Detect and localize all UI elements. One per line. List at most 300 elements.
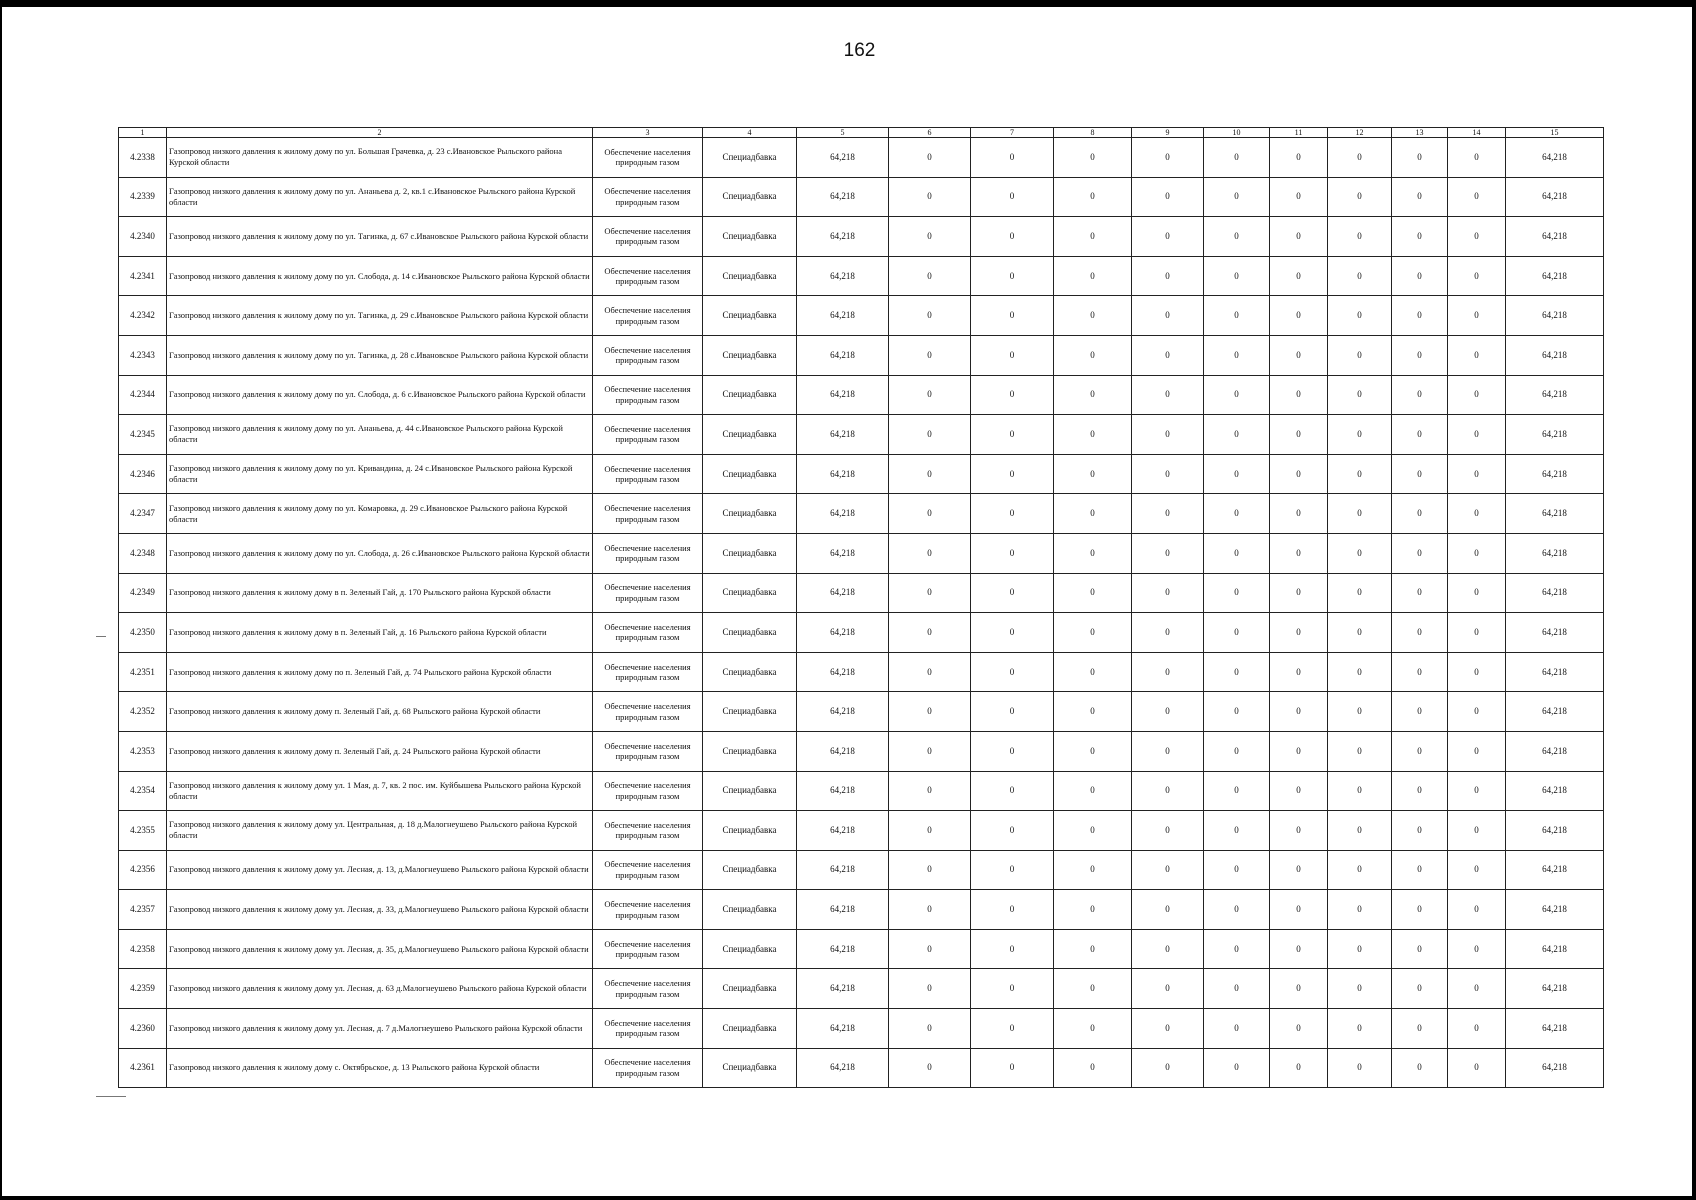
object-description: Газопровод низкого давления к жилому дому ул. Лесная, д. 63 д.Малогнеушево Рыльского района Курской области bbox=[167, 969, 593, 1009]
object-description: Газопровод низкого давления к жилому дому ул. Лесная, д. 35, д.Малогнеушево Рыльского района Курской области bbox=[167, 929, 593, 969]
value-cell: 64,218 bbox=[797, 256, 889, 296]
total-cell: 64,218 bbox=[1506, 731, 1604, 771]
row-id: 4.2347 bbox=[119, 494, 167, 534]
value-cell: 64,218 bbox=[797, 138, 889, 178]
value-cell: 0 bbox=[1054, 1048, 1132, 1088]
object-description: Газопровод низкого давления к жилому дому по ул. Комаровка, д. 29 с.Ивановское Рыльского района Курской области bbox=[167, 494, 593, 534]
value-cell: 0 bbox=[1132, 811, 1204, 851]
total-cell: 64,218 bbox=[1506, 850, 1604, 890]
document-page bbox=[2, 4, 1692, 1196]
data-table bbox=[118, 127, 1604, 1088]
value-cell: 0 bbox=[1392, 850, 1448, 890]
value-cell: 0 bbox=[1270, 811, 1328, 851]
row-id: 4.2356 bbox=[119, 850, 167, 890]
funding-source-cell: Специадбавка bbox=[703, 652, 797, 692]
value-cell: 0 bbox=[1204, 850, 1270, 890]
value-cell: 0 bbox=[1392, 335, 1448, 375]
value-cell: 0 bbox=[971, 811, 1054, 851]
purpose-cell: Обеспечение населения природным газом bbox=[593, 692, 703, 732]
row-id: 4.2352 bbox=[119, 692, 167, 732]
value-cell: 0 bbox=[1270, 850, 1328, 890]
object-description: Газопровод низкого давления к жилому дому в п. Зеленый Гай, д. 170 Рыльского района Курской области bbox=[167, 573, 593, 613]
table-row bbox=[119, 415, 1604, 455]
value-cell: 0 bbox=[1204, 652, 1270, 692]
value-cell: 64,218 bbox=[797, 494, 889, 534]
value-cell: 0 bbox=[1270, 533, 1328, 573]
purpose-cell: Обеспечение населения природным газом bbox=[593, 454, 703, 494]
value-cell: 0 bbox=[1204, 1048, 1270, 1088]
row-id: 4.2348 bbox=[119, 533, 167, 573]
object-description: Газопровод низкого давления к жилому дому по ул. Тагинка, д. 28 с.Ивановское Рыльского района Курской области bbox=[167, 335, 593, 375]
value-cell: 0 bbox=[1328, 573, 1392, 613]
row-id: 4.2354 bbox=[119, 771, 167, 811]
value-cell: 0 bbox=[1392, 652, 1448, 692]
row-id: 4.2343 bbox=[119, 335, 167, 375]
column-header: 4 bbox=[703, 128, 797, 138]
funding-source-cell: Специадбавка bbox=[703, 890, 797, 930]
value-cell: 0 bbox=[1448, 573, 1506, 613]
value-cell: 0 bbox=[1132, 652, 1204, 692]
table-row bbox=[119, 811, 1604, 851]
value-cell: 0 bbox=[1054, 1009, 1132, 1049]
value-cell: 0 bbox=[1448, 415, 1506, 455]
value-cell: 0 bbox=[1392, 731, 1448, 771]
value-cell: 0 bbox=[1132, 731, 1204, 771]
value-cell: 0 bbox=[1054, 454, 1132, 494]
value-cell: 64,218 bbox=[797, 296, 889, 336]
value-cell: 64,218 bbox=[797, 177, 889, 217]
value-cell: 0 bbox=[1392, 613, 1448, 653]
value-cell: 0 bbox=[889, 533, 971, 573]
value-cell: 0 bbox=[1392, 692, 1448, 732]
object-description: Газопровод низкого давления к жилому дому ул. Лесная, д. 13, д.Малогнеушево Рыльского района Курской области bbox=[167, 850, 593, 890]
column-header: 6 bbox=[889, 128, 971, 138]
value-cell: 0 bbox=[889, 138, 971, 178]
value-cell: 0 bbox=[1132, 692, 1204, 732]
purpose-cell: Обеспечение населения природным газом bbox=[593, 969, 703, 1009]
value-cell: 0 bbox=[1392, 1009, 1448, 1049]
value-cell: 0 bbox=[1392, 177, 1448, 217]
value-cell: 0 bbox=[1448, 1048, 1506, 1088]
funding-source-cell: Специадбавка bbox=[703, 335, 797, 375]
value-cell: 0 bbox=[1054, 850, 1132, 890]
value-cell: 0 bbox=[1132, 1009, 1204, 1049]
value-cell: 0 bbox=[971, 969, 1054, 1009]
value-cell: 64,218 bbox=[797, 850, 889, 890]
value-cell: 0 bbox=[889, 850, 971, 890]
value-cell: 0 bbox=[971, 454, 1054, 494]
row-id: 4.2338 bbox=[119, 138, 167, 178]
total-cell: 64,218 bbox=[1506, 573, 1604, 613]
value-cell: 0 bbox=[971, 256, 1054, 296]
table-row bbox=[119, 454, 1604, 494]
value-cell: 0 bbox=[1328, 811, 1392, 851]
funding-source-cell: Специадбавка bbox=[703, 217, 797, 257]
value-cell: 0 bbox=[1132, 256, 1204, 296]
purpose-cell: Обеспечение населения природным газом bbox=[593, 335, 703, 375]
total-cell: 64,218 bbox=[1506, 138, 1604, 178]
value-cell: 0 bbox=[1448, 731, 1506, 771]
value-cell: 0 bbox=[1392, 256, 1448, 296]
value-cell: 0 bbox=[1270, 138, 1328, 178]
table-row bbox=[119, 969, 1604, 1009]
value-cell: 0 bbox=[1054, 415, 1132, 455]
table-row bbox=[119, 929, 1604, 969]
value-cell: 0 bbox=[1328, 929, 1392, 969]
table-row bbox=[119, 296, 1604, 336]
value-cell: 0 bbox=[1270, 573, 1328, 613]
margin-mark bbox=[96, 636, 106, 637]
value-cell: 64,218 bbox=[797, 731, 889, 771]
column-header: 10 bbox=[1204, 128, 1270, 138]
value-cell: 0 bbox=[971, 217, 1054, 257]
value-cell: 0 bbox=[1270, 1009, 1328, 1049]
funding-source-cell: Специадбавка bbox=[703, 177, 797, 217]
value-cell: 0 bbox=[1054, 613, 1132, 653]
value-cell: 0 bbox=[1448, 217, 1506, 257]
object-description: Газопровод низкого давления к жилому дому по ул. Тагинка, д. 29 с.Ивановское Рыльского района Курской области bbox=[167, 296, 593, 336]
value-cell: 0 bbox=[1054, 929, 1132, 969]
column-header: 7 bbox=[971, 128, 1054, 138]
value-cell: 0 bbox=[1328, 652, 1392, 692]
value-cell: 0 bbox=[1054, 969, 1132, 1009]
total-cell: 64,218 bbox=[1506, 652, 1604, 692]
value-cell: 0 bbox=[1392, 929, 1448, 969]
value-cell: 0 bbox=[1448, 969, 1506, 1009]
value-cell: 0 bbox=[889, 811, 971, 851]
table-row bbox=[119, 533, 1604, 573]
value-cell: 0 bbox=[1270, 969, 1328, 1009]
value-cell: 64,218 bbox=[797, 613, 889, 653]
object-description: Газопровод низкого давления к жилому дому по ул. Тагинка, д. 67 с.Ивановское Рыльского района Курской области bbox=[167, 217, 593, 257]
value-cell: 0 bbox=[1392, 138, 1448, 178]
value-cell: 0 bbox=[1132, 969, 1204, 1009]
value-cell: 0 bbox=[1270, 613, 1328, 653]
purpose-cell: Обеспечение населения природным газом bbox=[593, 929, 703, 969]
value-cell: 0 bbox=[1054, 890, 1132, 930]
value-cell: 0 bbox=[1270, 731, 1328, 771]
table-row bbox=[119, 335, 1604, 375]
row-id: 4.2339 bbox=[119, 177, 167, 217]
total-cell: 64,218 bbox=[1506, 296, 1604, 336]
funding-source-cell: Специадбавка bbox=[703, 1009, 797, 1049]
value-cell: 0 bbox=[1328, 890, 1392, 930]
purpose-cell: Обеспечение населения природным газом bbox=[593, 613, 703, 653]
value-cell: 0 bbox=[1328, 138, 1392, 178]
purpose-cell: Обеспечение населения природным газом bbox=[593, 811, 703, 851]
column-header: 9 bbox=[1132, 128, 1204, 138]
value-cell: 0 bbox=[1204, 335, 1270, 375]
total-cell: 64,218 bbox=[1506, 771, 1604, 811]
funding-source-cell: Специадбавка bbox=[703, 811, 797, 851]
value-cell: 64,218 bbox=[797, 217, 889, 257]
total-cell: 64,218 bbox=[1506, 335, 1604, 375]
purpose-cell: Обеспечение населения природным газом bbox=[593, 771, 703, 811]
value-cell: 0 bbox=[1204, 454, 1270, 494]
value-cell: 0 bbox=[1328, 613, 1392, 653]
column-header: 11 bbox=[1270, 128, 1328, 138]
value-cell: 0 bbox=[971, 177, 1054, 217]
value-cell: 0 bbox=[889, 613, 971, 653]
purpose-cell: Обеспечение населения природным газом bbox=[593, 494, 703, 534]
value-cell: 64,218 bbox=[797, 375, 889, 415]
value-cell: 0 bbox=[1132, 375, 1204, 415]
value-cell: 0 bbox=[971, 573, 1054, 613]
value-cell: 64,218 bbox=[797, 652, 889, 692]
object-description: Газопровод низкого давления к жилому дому по ул. Слобода, д. 14 с.Ивановское Рыльского района Курской области bbox=[167, 256, 593, 296]
value-cell: 0 bbox=[1328, 454, 1392, 494]
total-cell: 64,218 bbox=[1506, 177, 1604, 217]
funding-source-cell: Специадбавка bbox=[703, 533, 797, 573]
funding-source-cell: Специадбавка bbox=[703, 613, 797, 653]
value-cell: 0 bbox=[971, 652, 1054, 692]
value-cell: 0 bbox=[1392, 969, 1448, 1009]
value-cell: 0 bbox=[889, 454, 971, 494]
column-header: 12 bbox=[1328, 128, 1392, 138]
page-number: 162 bbox=[843, 40, 876, 61]
value-cell: 0 bbox=[1204, 731, 1270, 771]
object-description: Газопровод низкого давления к жилому дому по ул. Ананьева, д. 44 с.Ивановское Рыльского района Курской области bbox=[167, 415, 593, 455]
object-description: Газопровод низкого давления к жилому дому в п. Зеленый Гай, д. 16 Рыльского района Курской области bbox=[167, 613, 593, 653]
value-cell: 0 bbox=[1204, 256, 1270, 296]
value-cell: 0 bbox=[1448, 177, 1506, 217]
value-cell: 0 bbox=[1132, 138, 1204, 178]
value-cell: 0 bbox=[971, 335, 1054, 375]
value-cell: 0 bbox=[1448, 375, 1506, 415]
total-cell: 64,218 bbox=[1506, 375, 1604, 415]
funding-source-cell: Специадбавка bbox=[703, 969, 797, 1009]
column-header: 1 bbox=[119, 128, 167, 138]
value-cell: 0 bbox=[1448, 890, 1506, 930]
value-cell: 0 bbox=[1448, 256, 1506, 296]
table-row bbox=[119, 771, 1604, 811]
value-cell: 0 bbox=[971, 138, 1054, 178]
table-row bbox=[119, 177, 1604, 217]
value-cell: 0 bbox=[1204, 415, 1270, 455]
object-description: Газопровод низкого давления к жилому дому по п. Зеленый Гай, д. 74 Рыльского района Курской области bbox=[167, 652, 593, 692]
purpose-cell: Обеспечение населения природным газом bbox=[593, 890, 703, 930]
value-cell: 0 bbox=[1328, 771, 1392, 811]
value-cell: 0 bbox=[1328, 256, 1392, 296]
value-cell: 0 bbox=[889, 1048, 971, 1088]
value-cell: 0 bbox=[1392, 890, 1448, 930]
value-cell: 0 bbox=[1392, 811, 1448, 851]
table-row bbox=[119, 1009, 1604, 1049]
value-cell: 0 bbox=[1392, 573, 1448, 613]
value-cell: 64,218 bbox=[797, 335, 889, 375]
total-cell: 64,218 bbox=[1506, 1048, 1604, 1088]
value-cell: 0 bbox=[1270, 375, 1328, 415]
value-cell: 0 bbox=[1448, 454, 1506, 494]
value-cell: 64,218 bbox=[797, 969, 889, 1009]
total-cell: 64,218 bbox=[1506, 217, 1604, 257]
value-cell: 0 bbox=[1132, 771, 1204, 811]
scan-edge bbox=[2, 4, 1692, 7]
value-cell: 64,218 bbox=[797, 692, 889, 732]
total-cell: 64,218 bbox=[1506, 1009, 1604, 1049]
value-cell: 0 bbox=[1270, 929, 1328, 969]
value-cell: 0 bbox=[1448, 850, 1506, 890]
row-id: 4.2359 bbox=[119, 969, 167, 1009]
funding-source-cell: Специадбавка bbox=[703, 1048, 797, 1088]
value-cell: 0 bbox=[889, 375, 971, 415]
row-id: 4.2346 bbox=[119, 454, 167, 494]
value-cell: 0 bbox=[1270, 454, 1328, 494]
value-cell: 0 bbox=[1448, 613, 1506, 653]
purpose-cell: Обеспечение населения природным газом bbox=[593, 375, 703, 415]
total-cell: 64,218 bbox=[1506, 256, 1604, 296]
row-id: 4.2351 bbox=[119, 652, 167, 692]
value-cell: 64,218 bbox=[797, 415, 889, 455]
value-cell: 0 bbox=[1328, 1048, 1392, 1088]
funding-source-cell: Специадбавка bbox=[703, 494, 797, 534]
row-id: 4.2349 bbox=[119, 573, 167, 613]
value-cell: 0 bbox=[971, 692, 1054, 732]
total-cell: 64,218 bbox=[1506, 969, 1604, 1009]
object-description: Газопровод низкого давления к жилому дому п. Зеленый Гай, д. 24 Рыльского района Курской области bbox=[167, 731, 593, 771]
object-description: Газопровод низкого давления к жилому дому ул. 1 Мая, д. 7, кв. 2 пос. им. Куйбышева Рыльского района Курской области bbox=[167, 771, 593, 811]
value-cell: 0 bbox=[1270, 890, 1328, 930]
value-cell: 0 bbox=[971, 296, 1054, 336]
value-cell: 0 bbox=[1204, 771, 1270, 811]
value-cell: 0 bbox=[1328, 494, 1392, 534]
value-cell: 0 bbox=[1328, 692, 1392, 732]
funding-source-cell: Специадбавка bbox=[703, 731, 797, 771]
column-header: 14 bbox=[1448, 128, 1506, 138]
table-row bbox=[119, 217, 1604, 257]
value-cell: 0 bbox=[1054, 731, 1132, 771]
value-cell: 0 bbox=[971, 890, 1054, 930]
purpose-cell: Обеспечение населения природным газом bbox=[593, 1009, 703, 1049]
purpose-cell: Обеспечение населения природным газом bbox=[593, 573, 703, 613]
purpose-cell: Обеспечение населения природным газом bbox=[593, 217, 703, 257]
value-cell: 0 bbox=[1204, 138, 1270, 178]
value-cell: 0 bbox=[1204, 929, 1270, 969]
row-id: 4.2344 bbox=[119, 375, 167, 415]
value-cell: 0 bbox=[1448, 811, 1506, 851]
value-cell: 0 bbox=[1054, 692, 1132, 732]
object-description: Газопровод низкого давления к жилому дому п. Зеленый Гай, д. 68 Рыльского района Курской области bbox=[167, 692, 593, 732]
table-row bbox=[119, 652, 1604, 692]
value-cell: 0 bbox=[1448, 692, 1506, 732]
value-cell: 0 bbox=[889, 771, 971, 811]
funding-source-cell: Специадбавка bbox=[703, 138, 797, 178]
value-cell: 0 bbox=[1328, 296, 1392, 336]
value-cell: 0 bbox=[889, 969, 971, 1009]
value-cell: 0 bbox=[1132, 335, 1204, 375]
value-cell: 0 bbox=[1448, 929, 1506, 969]
funding-source-cell: Специадбавка bbox=[703, 771, 797, 811]
value-cell: 0 bbox=[889, 256, 971, 296]
funding-source-cell: Специадбавка bbox=[703, 573, 797, 613]
table-row bbox=[119, 692, 1604, 732]
value-cell: 64,218 bbox=[797, 533, 889, 573]
value-cell: 0 bbox=[889, 335, 971, 375]
value-cell: 64,218 bbox=[797, 573, 889, 613]
value-cell: 0 bbox=[1392, 533, 1448, 573]
purpose-cell: Обеспечение населения природным газом bbox=[593, 296, 703, 336]
total-cell: 64,218 bbox=[1506, 454, 1604, 494]
value-cell: 0 bbox=[1132, 454, 1204, 494]
value-cell: 0 bbox=[889, 1009, 971, 1049]
value-cell: 0 bbox=[1448, 1009, 1506, 1049]
value-cell: 0 bbox=[889, 217, 971, 257]
value-cell: 0 bbox=[1132, 850, 1204, 890]
column-header: 13 bbox=[1392, 128, 1448, 138]
value-cell: 0 bbox=[971, 1009, 1054, 1049]
value-cell: 0 bbox=[1204, 533, 1270, 573]
value-cell: 0 bbox=[1270, 256, 1328, 296]
purpose-cell: Обеспечение населения природным газом bbox=[593, 850, 703, 890]
value-cell: 0 bbox=[1132, 613, 1204, 653]
purpose-cell: Обеспечение населения природным газом bbox=[593, 731, 703, 771]
table-header-row bbox=[119, 128, 1604, 138]
value-cell: 0 bbox=[1270, 335, 1328, 375]
column-header: 3 bbox=[593, 128, 703, 138]
row-id: 4.2345 bbox=[119, 415, 167, 455]
value-cell: 0 bbox=[971, 731, 1054, 771]
value-cell: 0 bbox=[1448, 494, 1506, 534]
value-cell: 0 bbox=[1270, 652, 1328, 692]
value-cell: 0 bbox=[1328, 217, 1392, 257]
value-cell: 0 bbox=[1054, 296, 1132, 336]
value-cell: 0 bbox=[971, 494, 1054, 534]
total-cell: 64,218 bbox=[1506, 494, 1604, 534]
total-cell: 64,218 bbox=[1506, 811, 1604, 851]
table-row bbox=[119, 573, 1604, 613]
row-id: 4.2350 bbox=[119, 613, 167, 653]
value-cell: 0 bbox=[889, 415, 971, 455]
value-cell: 0 bbox=[1132, 929, 1204, 969]
value-cell: 64,218 bbox=[797, 1009, 889, 1049]
value-cell: 64,218 bbox=[797, 771, 889, 811]
value-cell: 0 bbox=[1392, 1048, 1448, 1088]
purpose-cell: Обеспечение населения природным газом bbox=[593, 256, 703, 296]
purpose-cell: Обеспечение населения природным газом bbox=[593, 1048, 703, 1088]
value-cell: 0 bbox=[889, 652, 971, 692]
value-cell: 0 bbox=[1448, 771, 1506, 811]
total-cell: 64,218 bbox=[1506, 890, 1604, 930]
object-description: Газопровод низкого давления к жилому дому по ул. Ананьева д. 2, кв.1 с.Ивановское Рыльского района Курской области bbox=[167, 177, 593, 217]
value-cell: 0 bbox=[1132, 494, 1204, 534]
value-cell: 0 bbox=[889, 731, 971, 771]
object-description: Газопровод низкого давления к жилому дому ул. Лесная, д. 7 д.Малогнеушево Рыльского района Курской области bbox=[167, 1009, 593, 1049]
funding-source-cell: Специадбавка bbox=[703, 692, 797, 732]
value-cell: 0 bbox=[1054, 335, 1132, 375]
value-cell: 0 bbox=[1204, 613, 1270, 653]
table-row bbox=[119, 256, 1604, 296]
total-cell: 64,218 bbox=[1506, 533, 1604, 573]
value-cell: 0 bbox=[1204, 890, 1270, 930]
value-cell: 0 bbox=[1392, 217, 1448, 257]
funding-source-cell: Специадбавка bbox=[703, 850, 797, 890]
value-cell: 0 bbox=[889, 494, 971, 534]
value-cell: 0 bbox=[1448, 335, 1506, 375]
value-cell: 0 bbox=[1448, 652, 1506, 692]
value-cell: 0 bbox=[971, 415, 1054, 455]
object-description: Газопровод низкого давления к жилому дому ул. Лесная, д. 33, д.Малогнеушево Рыльского района Курской области bbox=[167, 890, 593, 930]
value-cell: 0 bbox=[889, 929, 971, 969]
value-cell: 0 bbox=[1328, 969, 1392, 1009]
table-row bbox=[119, 731, 1604, 771]
row-id: 4.2341 bbox=[119, 256, 167, 296]
value-cell: 0 bbox=[1328, 731, 1392, 771]
value-cell: 0 bbox=[1448, 296, 1506, 336]
value-cell: 0 bbox=[1054, 375, 1132, 415]
table-row bbox=[119, 375, 1604, 415]
value-cell: 0 bbox=[1270, 692, 1328, 732]
object-description: Газопровод низкого давления к жилому дому по ул. Слобода, д. 26 с.Ивановское Рыльского района Курской области bbox=[167, 533, 593, 573]
